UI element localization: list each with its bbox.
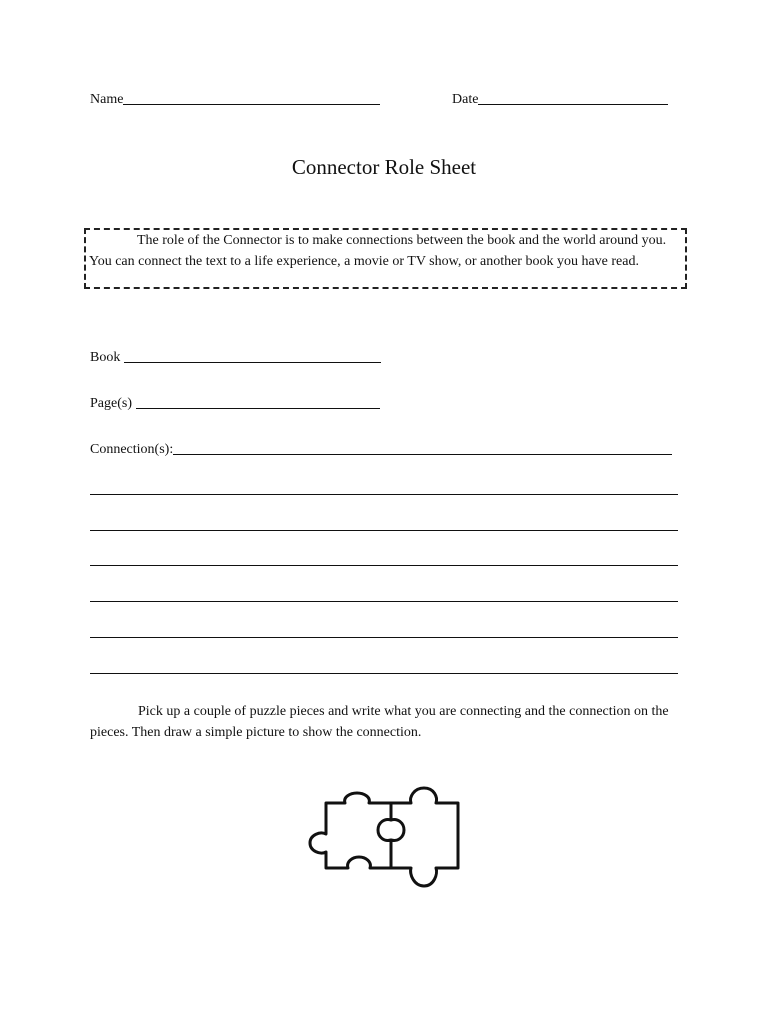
date-field <box>452 92 668 108</box>
connections-label: Connection(s): <box>90 442 174 457</box>
pages-field <box>90 396 380 412</box>
writing-line[interactable] <box>90 601 678 602</box>
pages-input-line[interactable] <box>136 408 380 409</box>
writing-line[interactable] <box>90 530 678 531</box>
name-input-line[interactable] <box>123 104 380 105</box>
writing-line[interactable] <box>90 673 678 674</box>
name-label: Name <box>90 92 124 107</box>
book-field <box>90 350 381 366</box>
connections-field <box>90 442 672 458</box>
book-label: Book <box>90 350 121 365</box>
right-puzzle-piece <box>391 788 458 886</box>
instructions-text: Pick up a couple of puzzle pieces and write what you are connecting and the connection on the pieces. Then draw a simple picture to show the connection. <box>90 704 669 740</box>
name-field <box>90 92 380 108</box>
role-description-box <box>84 228 687 289</box>
date-label: Date <box>452 92 479 107</box>
date-input-line[interactable] <box>478 104 668 105</box>
puzzle-pieces-icon <box>300 780 470 895</box>
page-title: Connector Role Sheet <box>291 155 477 179</box>
writing-line[interactable] <box>90 565 678 566</box>
connections-input-line[interactable] <box>173 454 672 455</box>
book-input-line[interactable] <box>124 362 381 363</box>
writing-line[interactable] <box>90 637 678 638</box>
writing-line[interactable] <box>90 494 678 495</box>
instructions-paragraph <box>90 702 680 743</box>
left-puzzle-piece <box>310 793 391 868</box>
pages-label: Page(s) <box>90 396 132 411</box>
role-description-text: The role of the Connector is to make connections between the book and the world around you. You can connect the text to a life experience, a movie or TV show, or another book you have read. <box>89 233 667 269</box>
